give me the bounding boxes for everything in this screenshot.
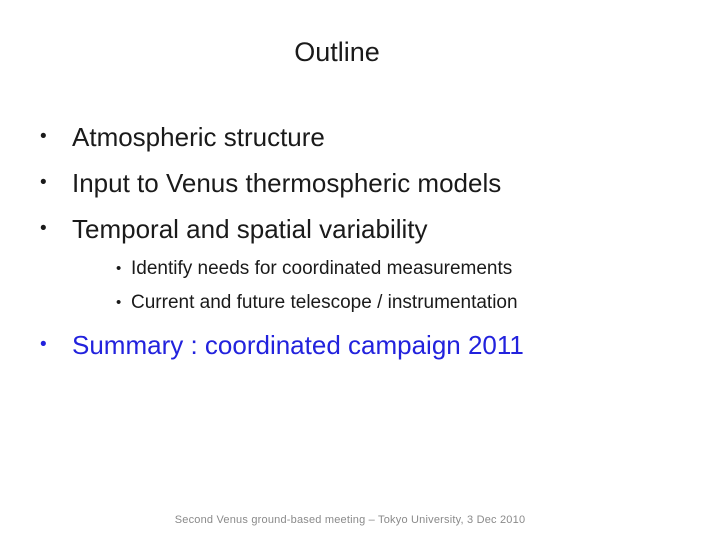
bullet-text: Input to Venus thermospheric models (72, 168, 502, 198)
bullet-item (0, 160, 720, 206)
sub-bullet-item (0, 252, 720, 286)
sub-bullet-item (0, 286, 720, 320)
bullet-icon: • (116, 294, 122, 311)
bullet-text: Atmospheric structure (72, 122, 325, 152)
summary-bullet-text: Summary : coordinated campaign 2011 (72, 330, 524, 360)
bullet-item-summary (0, 322, 720, 368)
bullet-icon: • (40, 126, 47, 147)
sub-bullet-text: Current and future telescope / instrumentation (131, 292, 518, 313)
outline-list (0, 114, 720, 368)
slide-footer: Second Venus ground-based meeting – Tokyo University, 3 Dec 2010 (174, 514, 526, 526)
bullet-icon: • (40, 218, 47, 239)
sub-bullet-text: Identify needs for coordinated measurements (131, 258, 513, 279)
bullet-text: Temporal and spatial variability (72, 214, 428, 244)
bullet-icon: • (40, 172, 47, 193)
slide-title: Outline (294, 37, 380, 67)
bullet-icon: • (40, 334, 47, 355)
bullet-icon: • (116, 260, 122, 277)
bullet-item (0, 206, 720, 252)
bullet-item (0, 114, 720, 160)
